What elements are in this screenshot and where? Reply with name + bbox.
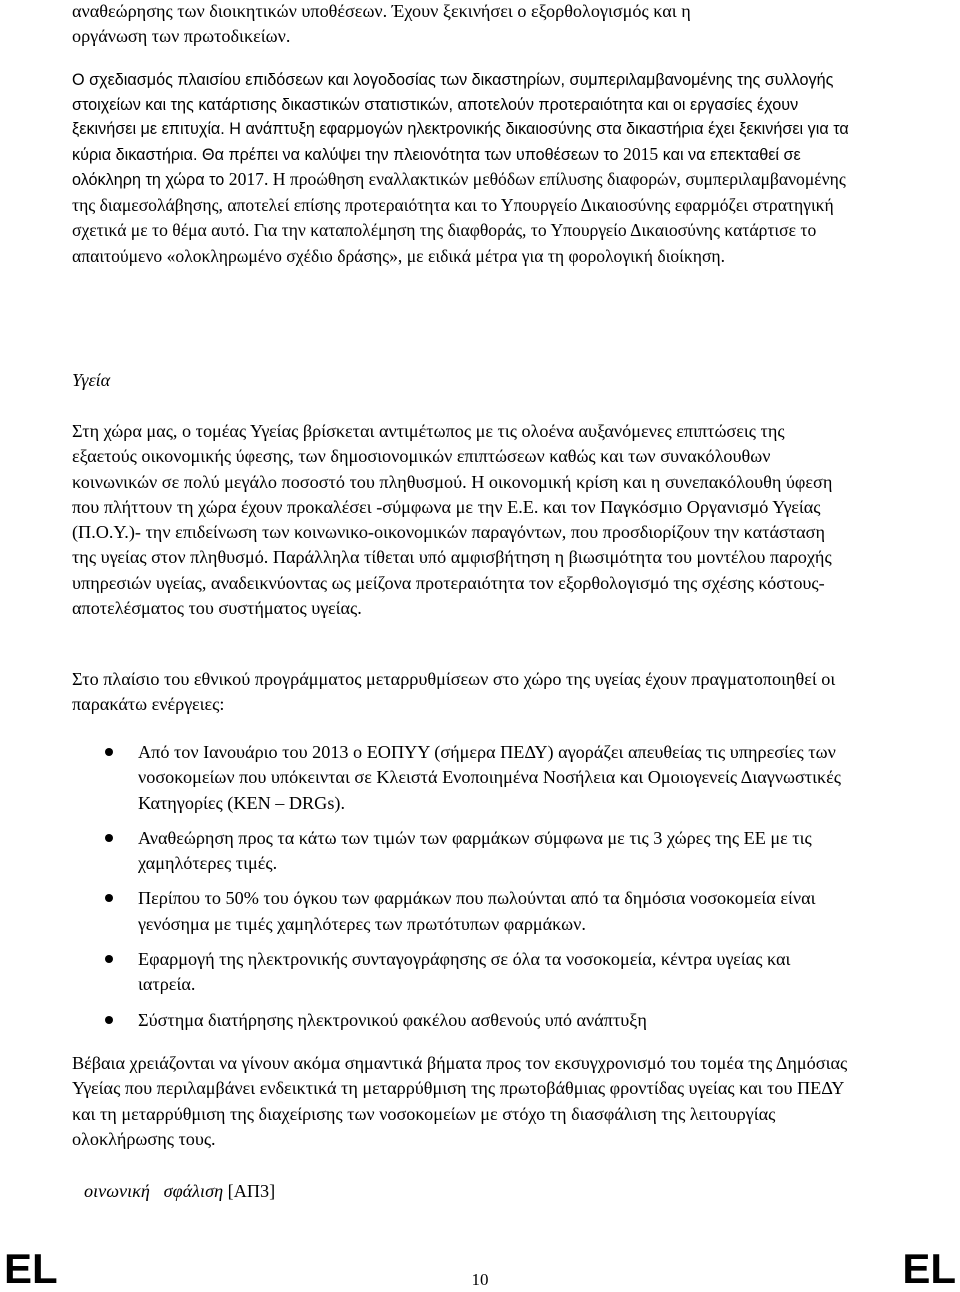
justice-text-sans: Ο σχεδιασμός πλαισίου επιδόσεων και λογοδοσίας των δικαστηρίων, συμπεριλαμβανομένης της συλλογής στοιχείων και της κατάρτισης δικαστικών στατιστικών, αποτελούν προτεραιότητα και οι εργασίες έχουν ξεκινήσει με επιτυχία. Η ανάπτυξη εφαρμογών ηλεκτρονικής δικαιοσύνης στα δικαστήρια έχει ξεκινήσει για τα κύρια δικαστήρια. Θα πρέπει να καλύψει την πλειονότητα των υποθέσεων το	[72, 71, 849, 164]
health-paragraph-2: Στο πλαίσιο του εθνικού προγράμματος μεταρρυθμίσεων στο χώρο της υγείας έχουν πραγματοποιηθεί οι παρακάτω ενέργειες:	[72, 669, 836, 715]
list-item	[72, 947, 852, 998]
list-item	[72, 886, 852, 937]
list-item-text: Εφαρμογή της ηλεκτρονικής συνταγογράφησης σε όλα τα νοσοκομεία, κέντρα υγείας και ιατρεία.	[138, 949, 791, 995]
list-item	[72, 826, 852, 877]
health-closing-paragraph: Βέβαια χρειάζονται να γίνουν ακόμα σημαντικά βήματα προς τον εκσυγχρονισμό του τομέα της Δημόσιας Υγείας που περιλαμβάνει ενδεικτικά τη μεταρρύθμιση της πρωτοβάθμιας φροντίδας υγείας και του ΠΕΔΥ και τη μεταρρύθμιση της διαχείρισης των νοσοκομείων με στόχο τη διασφάλιση της λειτουργίας ολοκλήρωσης τους.	[72, 1053, 848, 1149]
page-number: 10	[471, 1270, 489, 1289]
bullet-icon	[105, 894, 113, 902]
intro-paragraph	[72, 0, 691, 50]
bullet-icon	[105, 834, 113, 842]
list-item	[72, 740, 852, 816]
list-item-text: Περίπου το 50% του όγκου των φαρμάκων που πωλούνται από τα δημόσια νοσοκομεία είναι γενόσημα με τιμές χαμηλότερες των πρωτότυπων φαρμάκων.	[138, 888, 816, 934]
bullet-icon	[105, 748, 113, 756]
insurance-section-heading	[84, 1179, 275, 1204]
footer-language-right: EL	[902, 1245, 956, 1292]
bullet-icon	[105, 1016, 113, 1024]
health-measures-list	[72, 740, 852, 1043]
health-section-heading: Υγεία	[72, 370, 111, 390]
list-item-text: Αναθεώρηση προς τα κάτω των τιμών των φαρμάκων σύμφωνα με τις 3 χώρες της ΕΕ με τις χαμηλότερες τιμές.	[138, 827, 812, 874]
intro-line-1: αναθεώρησης των διοικητικών υποθέσεων. Έχουν ξεκινήσει ο εξορθολογισμός και η	[72, 1, 691, 21]
list-item-text: Από τον Ιανουάριο του 2013 ο ΕΟΠΥΥ (σήμερα ΠΕΔΥ) αγοράζει απευθείας τις υπηρεσίες των νοσοκομείων που υπόκεινται σε Κλειστά Ενοποιημένα Νοσήλεια και Ομοιογενείς Διαγνωστικές Κατηγορίες (ΚΕΝ – DRGs).	[138, 742, 841, 813]
justice-paragraph	[72, 68, 852, 269]
intro-line-2: οργάνωση των πρωτοδικείων.	[72, 26, 291, 47]
list-item-text: Σύστημα διατήρησης ηλεκτρονικού φακέλου ασθενούς υπό ανάπτυξη	[138, 1009, 647, 1030]
justice-year-1: 2015	[623, 143, 659, 164]
justice-text-serif: Η προώθηση εναλλακτικών μεθόδων επίλυσης διαφορών, συμπεριλαμβανομένης της διαμεσολάβησης, αποτελεί επίσης προτεραιότητα και το Υπουργείο Δικαιοσύνης εφαρμόζει στρατηγική σχετικά με το θέμα αυτό. Για την καταπολέμηση της διαφθοράς, το Υπουργείο Δικαιοσύνης κατάρτισε το απαιτούμενο «ολοκληρωμένο σχέδιο δράσης», με ειδικά μέτρα για τη φορολογική διοίκηση.	[72, 169, 846, 266]
bullet-icon	[105, 955, 113, 963]
comment-reference[interactable]: [ΑΠ3]	[227, 1181, 276, 1201]
justice-text-mid: και να επεκταθεί σε ολόκληρη τη χώρα το	[72, 145, 801, 189]
justice-year-2: 2017.	[228, 169, 269, 189]
insurance-heading-part-2: σφάλιση	[163, 1181, 224, 1201]
health-paragraph-1: Στη χώρα μας, ο τομέας Υγείας βρίσκεται αντιμέτωπος με τις ολοένα αυξανόμενες επιπτώσεις της εξαετούς οικονομικής ύφεσης, των δημοσιονομικών επιπτώσεων καθώς και των συνακόλουθων κοινωνικών σε πολύ μεγάλο ποσοστό του πληθυσμού. Η οικονομική κρίση και η συνεπακόλουθη ύφεση που πλήττουν τη χώρα έχουν προκαλέσει -σύμφωνα με την Ε.Ε. και τον Παγκόσμιο Οργανισμό Υγείας (Π.Ο.Υ.)- την επιδείνωση των κοινωνικο-οικονομικών παραγόντων, που προσδιορίζουν την κατάσταση της υγείας στον πληθυσμό. Παράλληλα τίθεται υπό αμφισβήτηση η βιωσιμότητα του μοντέλου παροχής υπηρεσιών υγείας, αναδεικνύοντας ως μείζονα προτεραιότητα τον εξορθολογισμό της σχέσης κόστους-αποτελέσματος του συστήματος υγείας.	[72, 421, 833, 619]
list-item	[72, 1008, 852, 1033]
footer-language-left: EL	[4, 1245, 58, 1292]
insurance-heading-part-1: οινωνική	[84, 1181, 150, 1201]
